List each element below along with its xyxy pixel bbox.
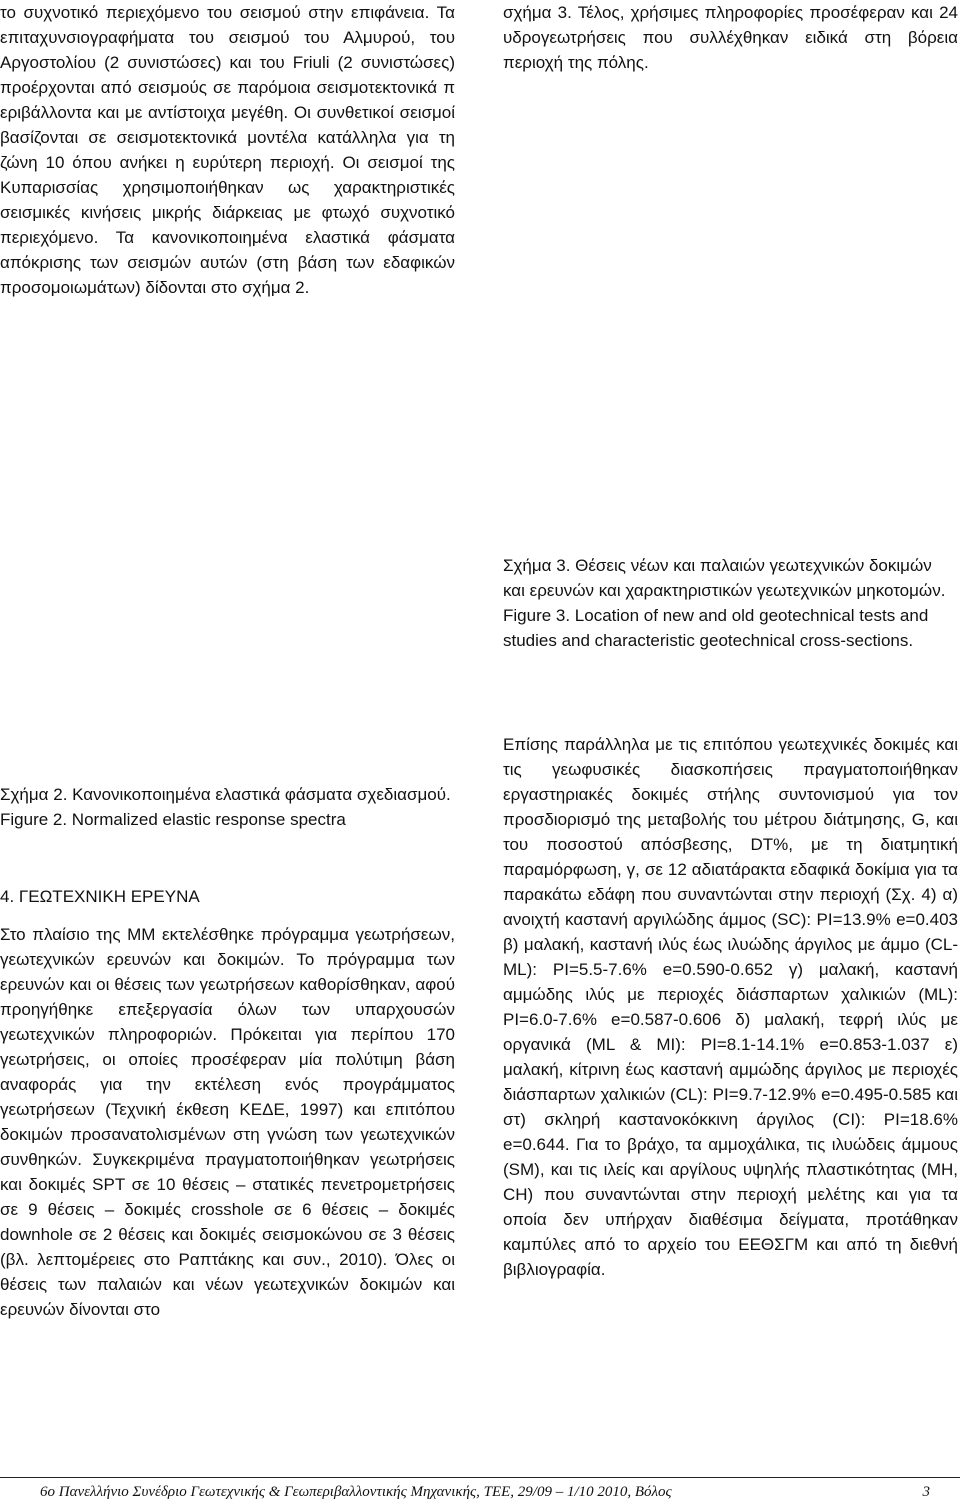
page-number: 3 <box>922 1484 930 1500</box>
left-column <box>0 0 455 300</box>
right-bottom-paragraph: Επίσης παράλληλα με τις επιτόπου γεωτεχνικές δοκιμές και τις γεωφυσικές διασκοπήσεις πραγματοποιήθηκαν εργαστηριακές δοκιμές στήλης συντονισμού για τον προσδιορισμό της μεταβολής του μέτρου διάτμησης, G, και του ποσοστού απόσβεσης, DT%, με τη διατμητική παραμόρφωση, γ, σε 12 αδιατάρακτα εδαφικά δοκίμια για τα παρακάτω εδάφη που συναντώνται στην περιοχή (Σχ. 4) α) ανοιχτή καστανή αργιλώδης άμμος (SC): PI=13.9% e=0.403 β) μαλακή, καστανή ιλύς έως ιλυώδης άργιλος με άμμο (CL-ML): PI=5.5-7.6% e=0.590-0.652 γ) μαλακή, καστανή αμμώδης ιλύς με περιοχές διάσπαρτων χαλικιών (ML): PI=6.0-7.6% e=0.587-0.606 δ) μαλακή, τεφρή ιλύς με οργανικά (ML & MI): PI=8.1-14.1% e=0.853-1.037 ε) μαλακή, κίτρινη έως καστανή αμμώδης άργιλος με περιοχές διάσπαρτων χαλικιών (CL): PI=9.7-12.9% e=0.495-0.585 και στ) σκληρή καστανοκόκκινη άργιλος (CI): PI=18.6% e=0.644. Για το βράχο, τα αμμοχάλικα, τις ιλυώδεις άμμους (SM), και τις ιλείς και αργίλους υψηλής πλαστικότητας (MH, CH) που συναντώνται στην περιοχή μελέτης και για τα οποία δεν υπήρχαν διαθέσιμα δείγματα, προτάθηκαν καμπύλες από το αρχείο του ΕΕΘΣΓΜ και από τη διεθνή βιβλιογραφία. <box>503 735 958 1279</box>
right-top-paragraph: σχήμα 3. Τέλος, χρήσιμες πληροφορίες προσέφεραν και 24 υδρογεωτρήσεις που συλλέχθηκαν ειδικά στη βόρεια περιοχή της πόλης. <box>503 3 958 72</box>
page-footer <box>40 1481 930 1503</box>
figure-2-caption <box>0 782 455 832</box>
right-column <box>503 0 958 75</box>
figure-3-caption <box>503 553 958 653</box>
footer-rule <box>0 1477 960 1478</box>
section-paragraph: Στο πλαίσιο της ΜΜ εκτελέσθηκε πρόγραμμα γεωτρήσεων, γεωτεχνικών ερευνών και δοκιμών. Το πρόγραμμα των ερευνών και οι θέσεις των γεωτρήσεων καθορίσθηκαν, αφού προηγήθηκε επεξεργασία όλων των υπαρχουσών γεωτεχνικών πληροφοριών. Πρόκειται για περίπου 170 γεωτρήσεις, οι οποίες προσέφεραν μία πολύτιμη βάση αναφοράς για την εκτέλεση ενός προγράμματος γεωτρήσεων (Τεχνική έκθεση ΚΕΔΕ, 1997) και επιτόπου δοκιμών προσανατολισμένων στη γνώση των γεωτεχνικών συνθηκών. Συγκεκριμένα πραγματοποιήθηκαν γεωτρήσεις και δοκιμές SPT σε 10 θέσεις – στατικές πενετρομετρήσεις σε 9 θέσεις – δοκιμές crosshole σε 6 θέσεις – δοκιμές downhole σε 2 θέσεις και δοκιμές σεισμοκώνου σε 3 θέσεις (βλ. λεπτομέρειες στο Ραπτάκης και συν., 2010). Όλες οι θέσεις των παλαιών και νέων γεωτεχνικών δοκιμών και ερευνών δίνονται στο <box>0 925 455 1319</box>
figure-3-placeholder <box>503 90 958 550</box>
footer-conference: 6ο Πανελλήνιο Συνέδριο Γεωτεχνικής & Γεωπεριβαλλοντικής Μηχανικής, ΤΕΕ, 29/09 – 1/10 2010, Βόλος <box>40 1484 672 1500</box>
figure-2-placeholder <box>0 378 455 778</box>
section-4 <box>0 884 455 1322</box>
right-bottom-text <box>503 732 958 1282</box>
left-top-paragraph: το συχνοτικό περιεχόμενο του σεισμού στην επιφάνεια. Τα επιταχυνσιογραφήματα του σεισμού του Αλμυρού, του Αργοστολίου (2 συνιστώσες) και του Friuli (2 συνιστώσες) προέρχονται από σεισμούς σε παρόμοια σεισμοτεκτονικά π εριβάλλοντα και με αντίστοιχα μεγέθη. Οι συνθετικοί σεισμοί βασίζονται σε σεισμοτεκτονικά μοντέλα κατάλληλα για τη ζώνη 10 όπου ανήκει η ευρύτερη περιοχή. Οι σεισμοί της Κυπαρισσίας χρησιμοποιήθηκαν ως χαρακτηριστικές σεισμικές κινήσεις μικρής διάρκειας με φτωχό συχνοτικό περιεχόμενο. Τα κανονικοποιημένα ελαστικά φάσματα απόκρισης των σεισμών αυτών (στη βάση των εδαφικών προσομοιωμάτων) δίδονται στο σχήμα 2. <box>0 3 455 297</box>
section-heading: 4. ΓΕΩΤΕΧΝΙΚΗ ΕΡΕΥΝΑ <box>0 887 200 906</box>
figure-3-caption-english: Figure 3. Location of new and old geotechnical tests and studies and characteristic geotechnical cross-sections. <box>503 606 929 650</box>
figure-2-caption-english: Figure 2. Normalized elastic response spectra <box>0 810 346 829</box>
figure-2-caption-greek: Σχήμα 2. Κανονικοποιημένα ελαστικά φάσματα σχεδιασμού. <box>0 785 451 804</box>
figure-3-caption-greek: Σχήμα 3. Θέσεις νέων και παλαιών γεωτεχνικών δοκιμών και ερευνών και χαρακτηριστικών γεωτεχνικών μηκοτομών. <box>503 556 946 600</box>
